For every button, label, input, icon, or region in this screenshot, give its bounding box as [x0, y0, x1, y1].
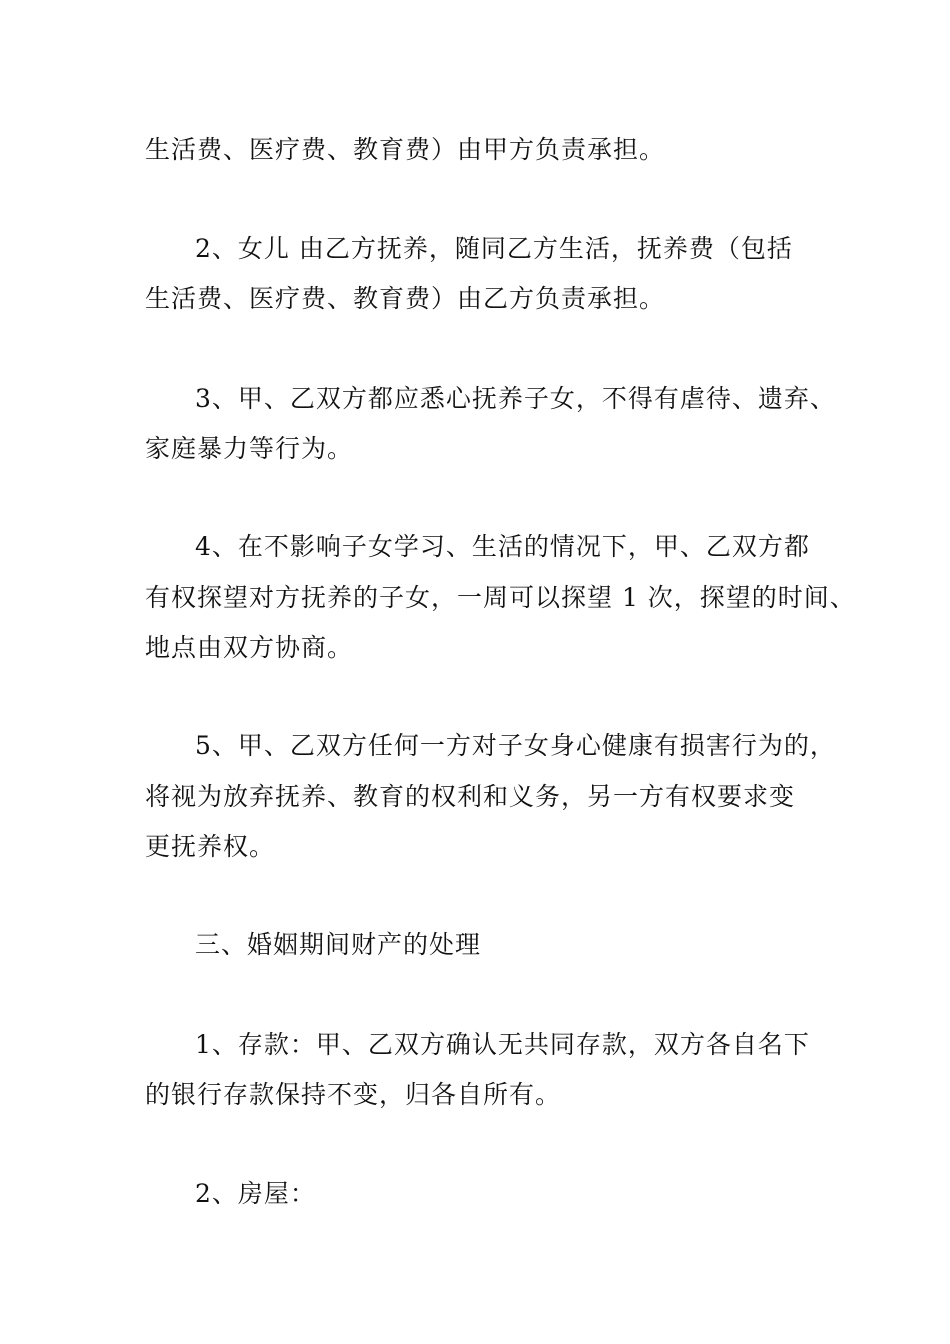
- text-line: 的银行存款保持不变，归各自所有。: [145, 1080, 562, 1109]
- text-line: 4、在不影响子女学习、生活的情况下，甲、乙双方都: [195, 532, 810, 561]
- text-line: 有权探望对方抚养的子女，一周可以探望 1 次，探望的时间、: [145, 583, 856, 612]
- text-line: 5、甲、乙双方任何一方对子女身心健康有损害行为的，: [195, 731, 836, 760]
- text-line: 家庭暴力等行为。: [145, 434, 354, 463]
- text-line: 生活费、医疗费、教育费）由甲方负责承担。: [145, 135, 666, 164]
- text-line: 2、女儿 由乙方抚养，随同乙方生活，抚养费（包括: [195, 234, 793, 263]
- text-line: 生活费、医疗费、教育费）由乙方负责承担。: [145, 284, 666, 313]
- section-heading: 三、婚姻期间财产的处理: [195, 930, 482, 959]
- text-line: 1、存款：甲、乙双方确认无共同存款，双方各自名下: [195, 1030, 810, 1059]
- text-line: 地点由双方协商。: [145, 633, 354, 662]
- text-line: 将视为放弃抚养、教育的权利和义务，另一方有权要求变: [145, 782, 796, 811]
- text-line: 更抚养权。: [145, 832, 276, 861]
- text-line: 3、甲、乙双方都应悉心抚养子女，不得有虐待、遗弃、: [195, 384, 836, 413]
- text-line: 2、房屋：: [195, 1179, 316, 1208]
